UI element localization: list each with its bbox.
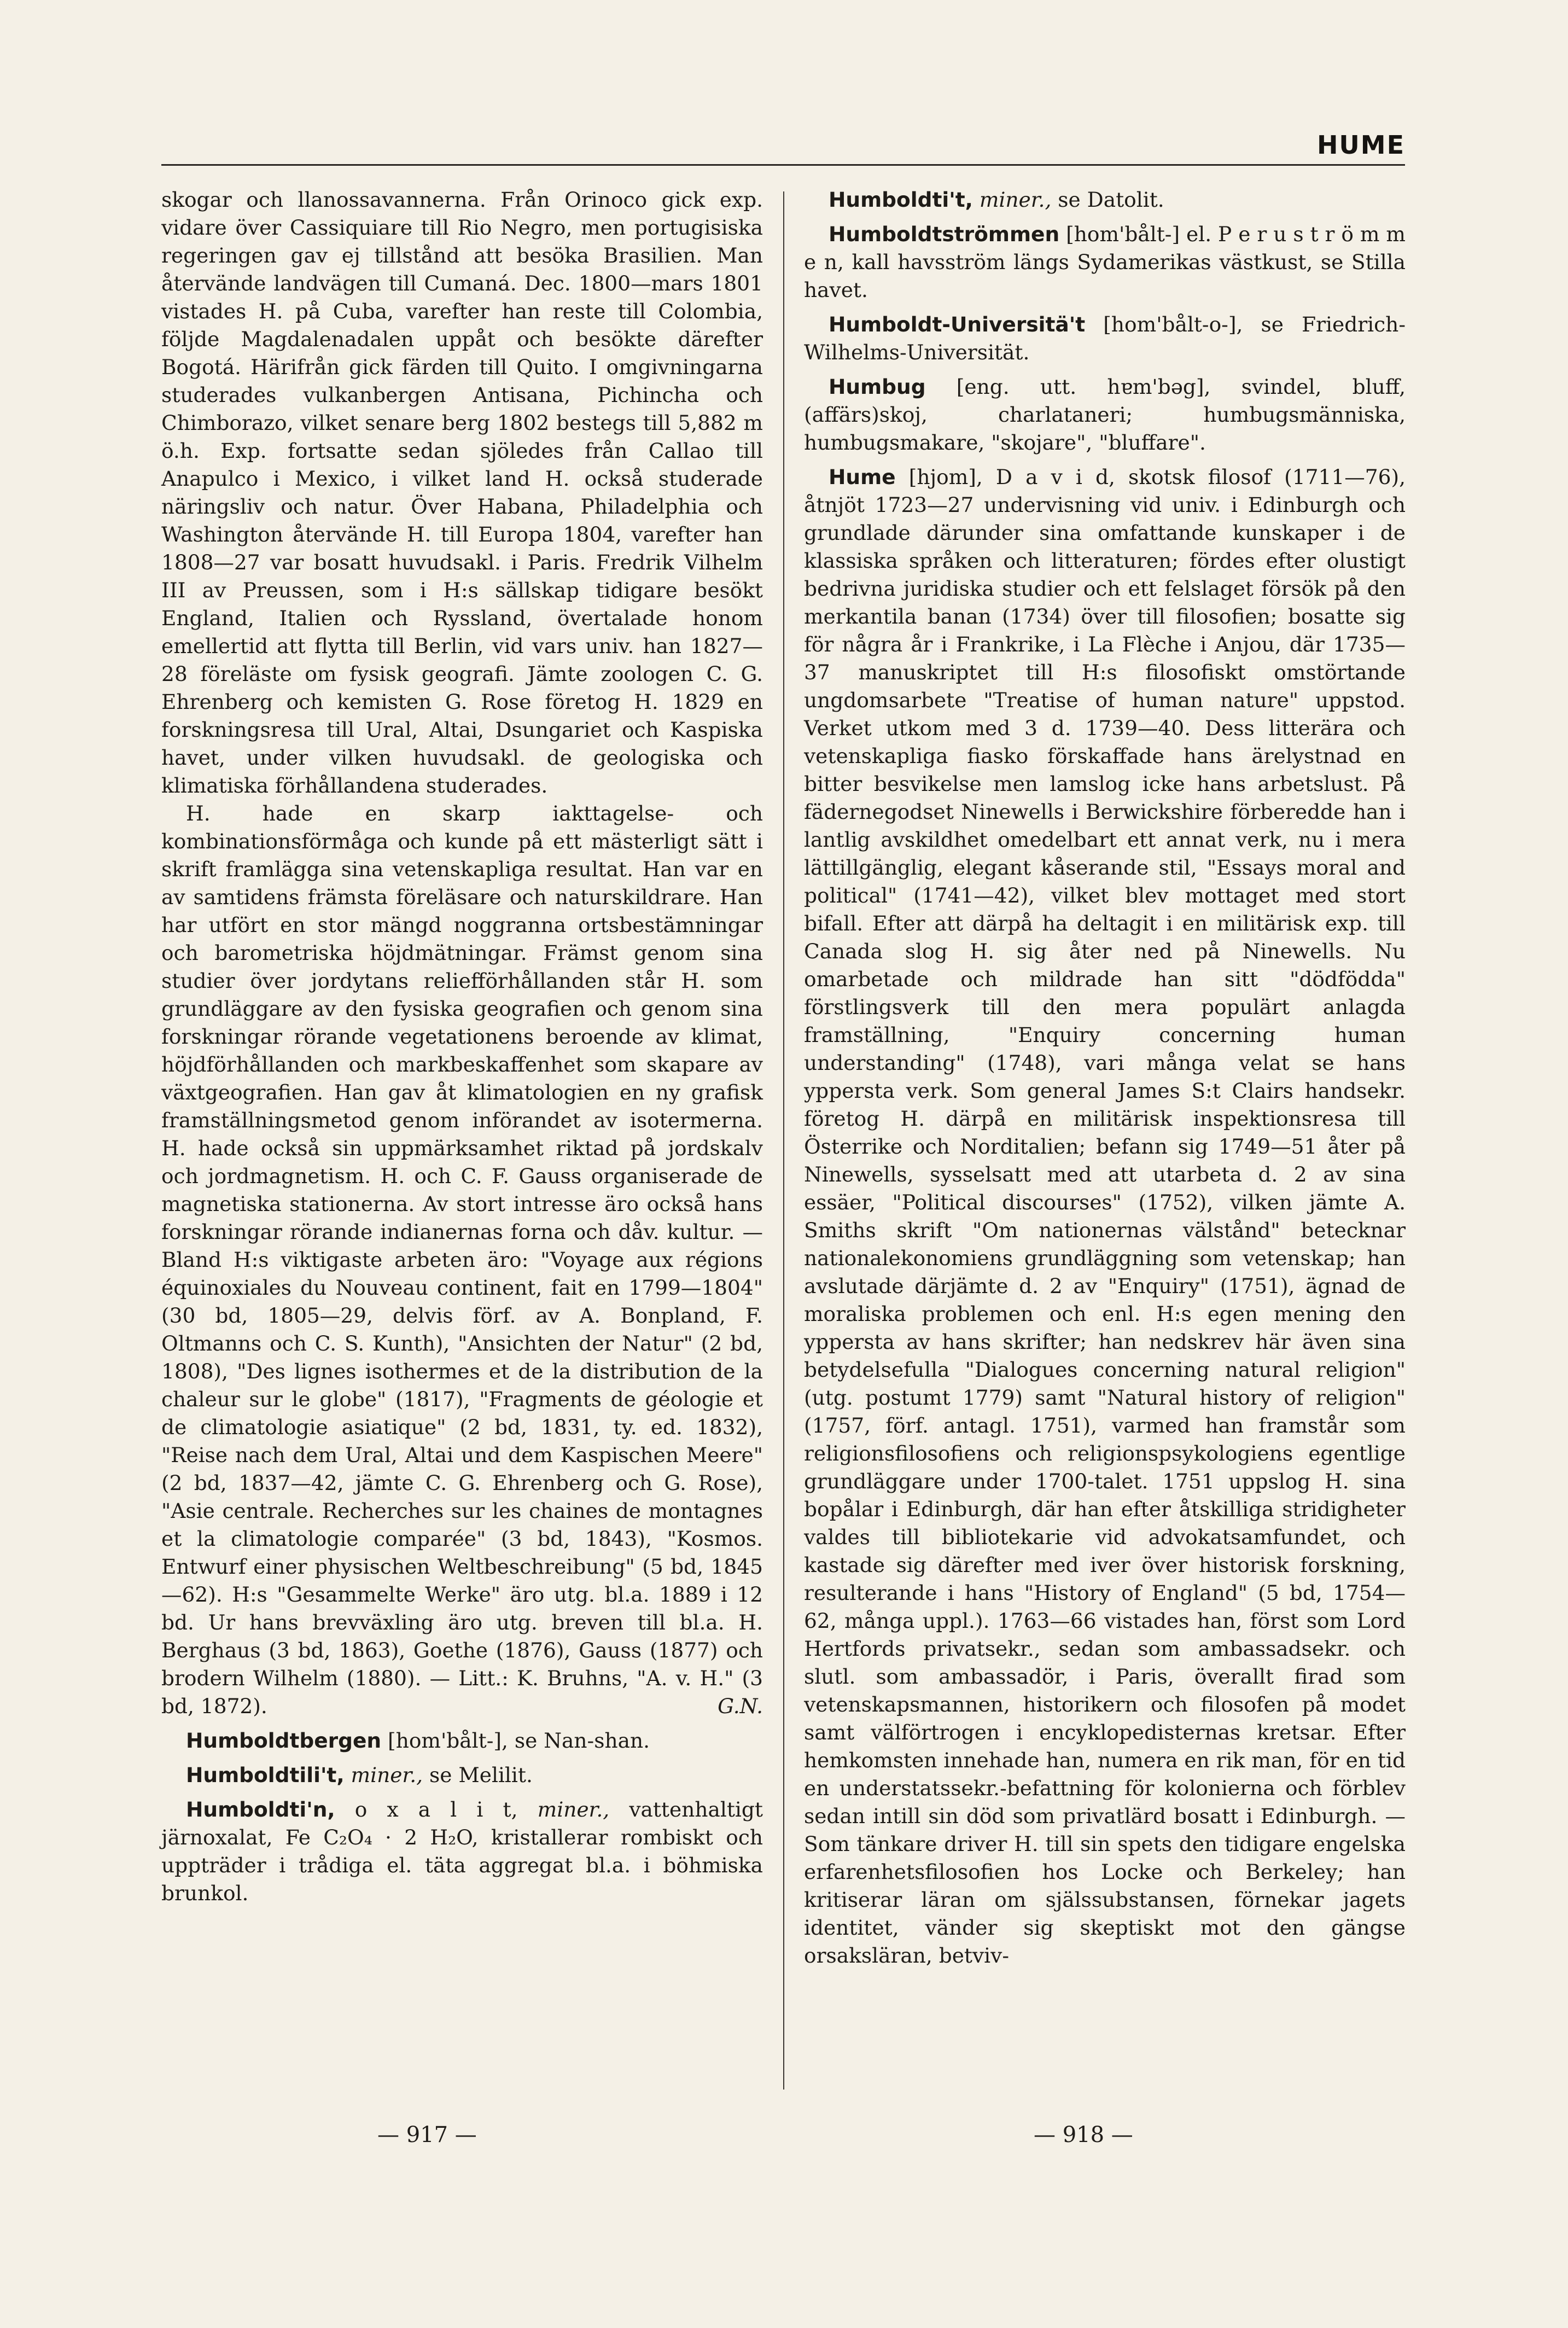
entry-humboldtbergen: Humboldtbergen [hom'bålt-], se Nan-shan. (186, 1728, 650, 1753)
headword: Humboldtili't, (186, 1763, 345, 1787)
header-rule (161, 164, 1405, 166)
headword: Hume (829, 465, 896, 489)
author-signature: G.N. (718, 1694, 763, 1718)
humboldt-assessment: H. hade en skarp iakttagelse- och kombinationsförmåga och kunde på ett mästerligt sätt i skrift framlägga sina vetenskapliga resultat. Han var en av samtidens främsta föreläsare och naturskildrare. Han har utfört en stor mängd noggranna ortsbestämningar och barometriska höjdmätningar. Främst genom sina studier över jordytans reliefförhållanden står H. som grundläggare av den fysiska geografien och genom sina forskningar rörande vegetationens beroende av klimat, höjdförhållanden och markbeskaffenhet som skapare av växtgeografien. Han gav åt klimatologien en ny grafisk framställningsmetod genom införandet av isotermerna. H. hade också sin uppmärksamhet riktad på jordskalv och jordmagnetism. H. och C. F. Gauss organiserade de magnetiska stationerna. Av stort intresse äro också hans forskningar rörande indianernas forna och dåv. kultur. — Bland H:s viktigaste arbeten äro: "Voyage aux régions équinoxiales du Nouveau continent, fait en 1799—1804" (30 bd, 1805—29, delvis förf. av A. Bonpland, F. Oltmanns och C. S. Kunth), "Ansichten der Natur" (2 bd, 1808), "Des lignes isothermes et de la distribution de la chaleur sur le globe" (1817), "Fragments de géologie et de climatologie asiatique" (2 bd, 1831, ty. ed. 1832), "Reise nach dem Ural, Altai und dem Kaspischen Meere" (2 bd, 1837—42, jämte C. G. Ehrenberg och G. Rose), "Asie centrale. Recherches sur les chaines de montagnes et la climatologie comparée" (3 bd, 1843), "Kosmos. Entwurf einer physischen Weltbeschreibung" (5 bd, 1845—62). H:s "Gesammelte Werke" äro utg. bl.a. 1889 i 12 bd. Ur hans brevväxling äro utg. breven till bl.a. H. Berghaus (3 bd, 1863), Goethe (1876), Gauss (1877) och brodern Wilhelm (1880). — Litt.: K. Bruhns, "A. v. H." (3 bd, 1872). G.N. (161, 800, 763, 1720)
humboldt-continuation: skogar och llanossavannerna. Från Orinoco gick exp. vidare över Cassiquiare till Rio Negro, men portugisiska regeringen gav ej tillstånd att besöka Brasilien. Man återvände landvägen till Cumaná. Dec. 1800—mars 1801 vistades H. på Cuba, varefter han reste till Colombia, följde Magdalenadalen uppåt och besökte därefter Bogotá. Härifrån gick färden till Quito. I omgivningarna studerades vulkanbergen Antisana, Pichincha och Chimborazo, vilket senare berg 1802 bestegs till 5,882 m ö.h. Exp. fortsatte sedan sjöledes från Callao till Anapulco i Mexico, i vilket land H. också studerade näringsliv och natur. Över Habana, Philadelphia och Washington återvände H. till Europa 1804, varefter han 1808—27 var bosatt huvudsakl. i Paris. Fredrik Vilhelm III av Preussen, som i H:s sällskap tidigare besökt England, Italien och Ryssland, övertalade honom emellertid att flytta till Berlin, vid vars univ. han 1827—28 föreläste om fysisk geografi. Jämte zoologen C. G. Ehrenberg och kemisten G. Rose företog H. 1829 en forskningsresa till Ural, Altai, Dsungariet och Kaspiska havet, under vilken huvudsakl. de geologiska och klimatiska förhållandena studerades. (161, 188, 763, 798)
entry-humboldtit: Humboldti't, miner., se Datolit. (829, 188, 1164, 212)
headword: Humbug (829, 375, 926, 399)
entry-humboldtin: Humboldti'n, o x a l i t, miner., vattenhaltigt järnoxalat, Fe C₂O₄ · 2 H₂O, kristallerar rombiskt och uppträder i trådiga el. täta aggregat bl.a. i böhmiska brunkol. (161, 1797, 763, 1905)
page-number-left: — 917 — (377, 2122, 477, 2147)
headword: Humboldti't, (829, 188, 973, 212)
entry-hume: Hume [hjom], D a v i d, skotsk filosof (1711—76), åtnjöt 1723—27 undervisning vid univ. i Edinburgh och grundlade därunder sina omfattande kunskaper i de klassiska språken och litteraturen; fördes efter olustigt bedrivna juridiska studier och ett felslaget försök på den merkantila banan (1734) över till filosofien; bosatte sig för några år i Frankrike, i La Flèche i Anjou, där 1735—37 manuskriptet till H:s filosofiskt omstörtande ungdomsarbete "Treatise of human nature" uppstod. Verket utkom med 3 d. 1739—40. Dess litterära och vetenskapliga fiasko förskaffade hans ärelystnad en bitter besvikelse men lamslog icke hans arbetslust. På fädernegodset Ninewells i Berwickshire förberedde han i lantlig avskildhet omedelbart ett annat verk, nu i mera lättillgänglig, elegant kåserande stil, "Essays moral and political" (1741—42), vilket blev mottaget med stort bifall. Efter att därpå ha deltagit i en militärisk exp. till Canada slog H. sig åter ned på Ninewells. Nu omarbetade och mildrade han sitt "dödfödda" förstlingsverk till den mera populärt anlagda framställning, "Enquiry concerning human understanding" (1748), vari många velat se hans yppersta verk. Som general James S:t Clairs handsekr. företog H. därpå en militärisk inspektionsresa till Österrike och Norditalien; befann sig 1749—51 åter på Ninewells, sysselsatt med att utarbeta d. 2 av sina essäer, "Political discourses" (1752), vilken jämte A. Smiths skrift "Om nationernas välstånd" betecknar nationalekonomiens grundläggning som vetenskap; han avslutade därjämte d. 2 av "Enquiry" (1751), ägnad de moraliska problemen och enl. H:s egen mening den yppersta av hans skrifter; han nedskrev här även sina betydelsefulla "Dialogues concerning natural religion" (utg. postumt 1779) samt "Natural history of religion" (1757, förf. antagl. 1751), varmed han framstår som religionsfilosofiens och religionspsykologiens egentlige grundläggare under 1700-talet. 1751 uppslog H. sina bopålar i Edinburgh, där han efter åtskilliga stridigheter valdes till bibliotekarie vid advokatsamfundet, och kastade sig därefter med iver över historisk forskning, resulterande i hans "History of England" (5 bd, 1754—62, många uppl.). 1763—66 vistades han, först som Lord Hertfords privatsekr., sedan som ambassadsekr. och slutl. som ambassadör, i Paris, överallt firad som vetenskapsmannen, historikern och filosofen på modet samt välförtrogen i encyklopedisternas kretsar. Efter hemkomsten innehade han, numera en rik man, för en tid en understatssekr.-befattning för kolonierna och förblev sedan intill sin död som privatlärd bosatt i Edinburgh. — Som tänkare driver H. till sin spets den tidigare engelska erfarenhetsfilosofien hos Locke och Berkeley; han kritiserar läran om själssubstansen, förnekar jagets identitet, vänder sig skeptiskt mot den gängse orsaksläran, betviv- (804, 465, 1406, 1968)
headword: Humboldti'n, (186, 1797, 335, 1821)
headword: Humboldtbergen (186, 1728, 382, 1753)
page-number-right: — 918 — (1034, 2122, 1133, 2147)
entry-humboldt-universitat: Humboldt-Universitä't [hom'bålt-o-], se Friedrich-Wilhelms-Universität. (804, 312, 1406, 364)
entry-humboldtstrommen: Humboldtströmmen [hom'bålt-] el. P e r u s t r ö m m e n, kall havsström längs Sydamerikas västkust, se Stilla havet. (804, 222, 1406, 302)
column-divider (783, 191, 784, 2090)
left-column (161, 186, 763, 1907)
entry-humboldtilit: Humboldtili't, miner., se Melilit. (186, 1763, 533, 1787)
headword: Humboldtströmmen (829, 222, 1060, 246)
entry-humbug: Humbug [eng. utt. hɐm'bəg], svindel, bluff, (affärs)skoj, charlataneri; humbugsmänniska, humbugsmakare, "skojare", "bluffare". (804, 375, 1406, 455)
running-head: HUME (1316, 130, 1405, 160)
headword: Humboldt-Universitä't (829, 312, 1086, 336)
right-column (804, 186, 1406, 1970)
